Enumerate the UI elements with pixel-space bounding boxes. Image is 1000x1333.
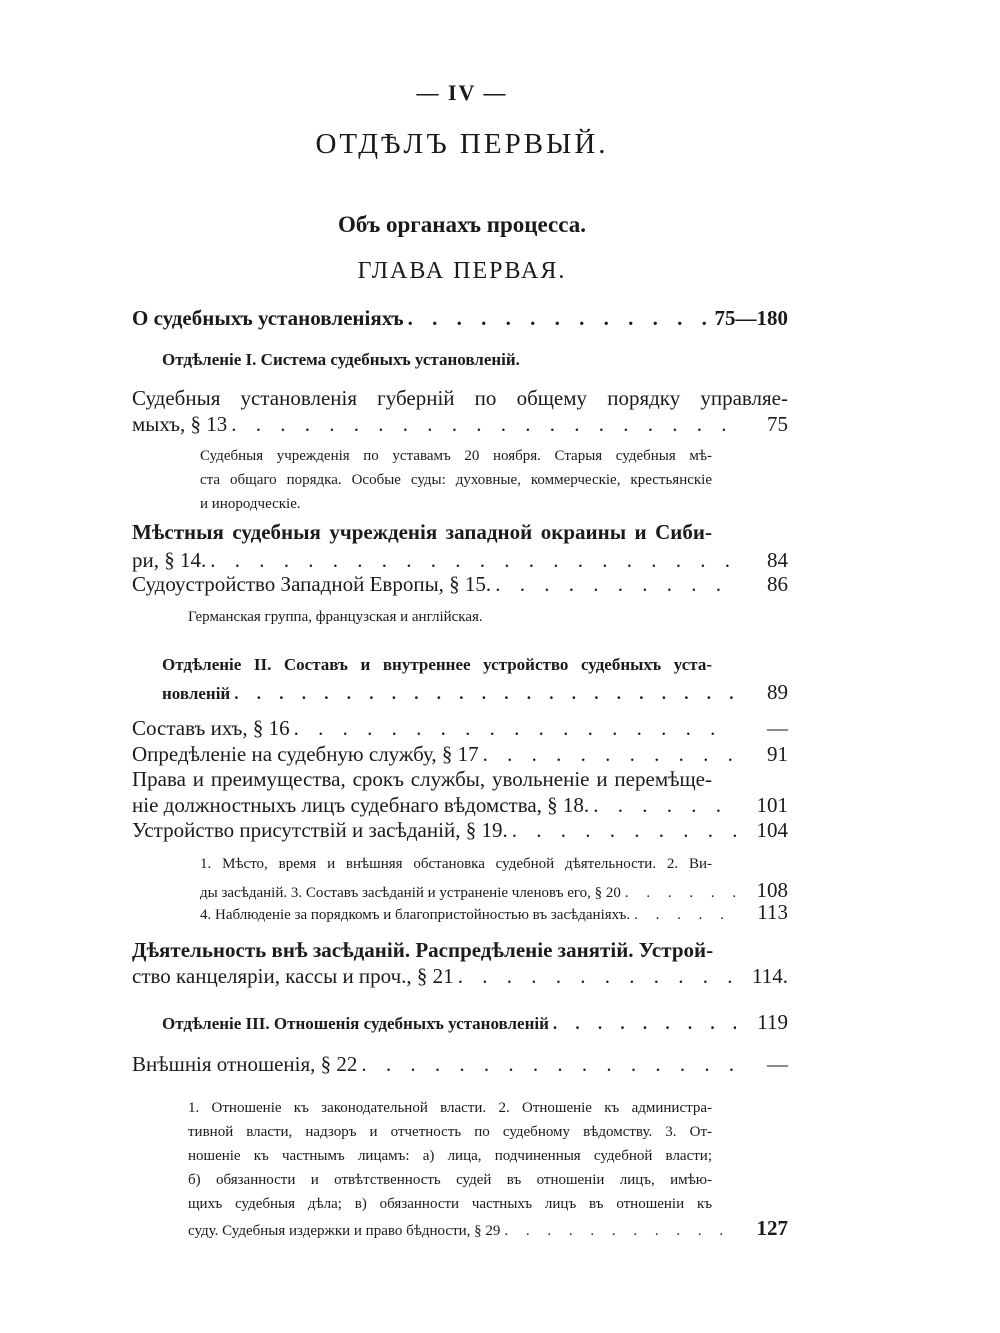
note-line: 4. Наблюденіе за порядкомъ и благопристойностью въ засѣданіяхъ. [200, 907, 631, 923]
section-heading-2: Отдѣленіе II. Составъ и внутреннее устройство судебныхъ уста- [162, 655, 712, 674]
toc-entry-title: О судебныхъ установленіяхъ [132, 306, 404, 330]
dot-leader [512, 818, 736, 843]
toc-note-order [200, 900, 788, 925]
toc-entry-title: Внѣшнія отношенія, § 22 [132, 1052, 358, 1076]
toc-page-number: — [767, 1052, 788, 1076]
toc-entry-line: Дѣятельность внѣ засѣданій. Распредѣленіе занятій. Устрой- [132, 938, 714, 962]
note-line: ношеніе къ частнымъ лицамъ: а) лица, подчиненныя судебной власти; [188, 1148, 712, 1164]
toc-entry-title: Составъ ихъ, § 16 [132, 716, 290, 740]
dot-leader [294, 716, 736, 741]
section-heading-3 [162, 1010, 788, 1035]
toc-entry-western-courts [132, 548, 788, 573]
toc-entry-structure [132, 716, 788, 741]
toc-entry-rights [132, 793, 788, 818]
toc-page-number: 75 [767, 412, 788, 436]
note-line: ды засѣданій. 3. Составъ засѣданій и устраненіе членовъ его, § 20 [200, 885, 621, 901]
toc-entry-external-relations [132, 1052, 788, 1077]
toc-entry-title: Опредѣленіе на судебную службу, § 17 [132, 742, 479, 766]
toc-page-number: 119 [757, 1010, 788, 1034]
toc-entry-line: Права и преимущества, срокъ службы, увольненіе и перемѣще- [132, 767, 712, 791]
dot-leader [234, 684, 736, 704]
toc-entry-office [132, 964, 788, 989]
toc-entry-line: Судебныя установленія губерній по общему порядку управляе- [132, 386, 788, 410]
chapter-title: ГЛАВА ПЕРВАЯ. [357, 258, 567, 284]
note-line: 1. Мѣсто, время и внѣшняя обстановка судебной дѣятельности. 2. Ви- [200, 856, 712, 872]
toc-entry-courts [132, 306, 788, 331]
toc-page-number: 113 [757, 900, 788, 924]
toc-page-number: 101 [756, 793, 788, 817]
toc-page-number: 108 [756, 878, 788, 902]
toc-page-number: 91 [767, 742, 788, 766]
toc-page-number: 86 [767, 572, 788, 596]
toc-entry-appointment [132, 742, 788, 767]
toc-entry-title: новленій [162, 684, 231, 703]
dot-leader [593, 793, 736, 818]
toc-page-number: 127 [756, 1216, 788, 1240]
toc-page-number: 89 [767, 680, 788, 704]
toc-entry-europe [132, 572, 788, 597]
toc-note-courts [200, 444, 712, 516]
toc-page-number: 84 [767, 548, 788, 572]
toc-entry-title: ри, § 14. [132, 548, 207, 572]
toc-entry-line: Мѣстныя судебныя учрежденія западной окраины и Сиби- [132, 520, 712, 544]
toc-entry-sessions [132, 818, 788, 843]
dot-leader [210, 548, 736, 573]
dot-leader [634, 907, 736, 924]
toc-entry-title: Отдѣленіе III. Отношенія судебныхъ установленій [162, 1014, 549, 1033]
dot-leader [231, 412, 736, 437]
note-line: щихъ судебныя дѣла; в) обязанности частныхъ лицъ въ отношеніи къ [188, 1196, 712, 1212]
toc-note-relations [188, 1096, 712, 1216]
note-line: и инородческіе. [200, 496, 301, 512]
toc-page-number: 104 [756, 818, 788, 842]
page-number: — IV — [416, 80, 508, 105]
section-heading-1: Отдѣленіе I. Система судебныхъ установленій. [162, 350, 520, 369]
toc-note-costs [188, 1216, 788, 1241]
dot-leader [495, 572, 736, 597]
toc-page-number: — [767, 716, 788, 740]
dot-leader [553, 1014, 736, 1034]
toc-page-number: 75—180 [714, 306, 788, 330]
note-line: 1. Отношеніе къ законодательной власти. 2. Отношеніе къ администра- [188, 1100, 712, 1116]
part-title: ОТДѢЛЪ ПЕРВЫЙ. [315, 128, 609, 160]
dot-leader [483, 742, 736, 767]
toc-note-europe: Германская группа, французская и англійская. [188, 609, 483, 625]
toc-entry-title: мыхъ, § 13 [132, 412, 228, 436]
toc-page-number: 114. [752, 964, 788, 988]
dot-leader [458, 964, 736, 989]
toc-entry-provincial-courts [132, 412, 788, 437]
part-subtitle: Объ органахъ процесса. [338, 212, 586, 237]
toc-entry-title: Устройство присутствій и засѣданій, § 19. [132, 818, 508, 842]
note-line: Судебныя учрежденія по уставамъ 20 ноября. Старыя судебныя мѣ- [200, 448, 712, 464]
toc-entry-title: Судоустройство Западной Европы, § 15. [132, 572, 492, 596]
toc-entry-title: ніе должностныхъ лицъ судебнаго вѣдомства, § 18. [132, 793, 590, 817]
note-line: ста общаго порядка. Особые суды: духовные, коммерческіе, крестьянскіе [200, 472, 712, 488]
dot-leader [361, 1052, 736, 1077]
dot-leader [504, 1223, 736, 1240]
toc-entry-composition [162, 680, 788, 705]
dot-leader [408, 306, 711, 331]
note-line: б) обязанности и отвѣтственность судей въ отношеніи лицъ, имѣю- [188, 1172, 712, 1188]
toc-entry-title: ство канцеляріи, кассы и проч., § 21 [132, 964, 454, 988]
note-line: суду. Судебныя издержки и право бѣдности, § 29 [188, 1223, 501, 1239]
note-line: тивной власти, надзоръ и отчетность по судебному вѣдомству. 3. От- [188, 1124, 712, 1140]
